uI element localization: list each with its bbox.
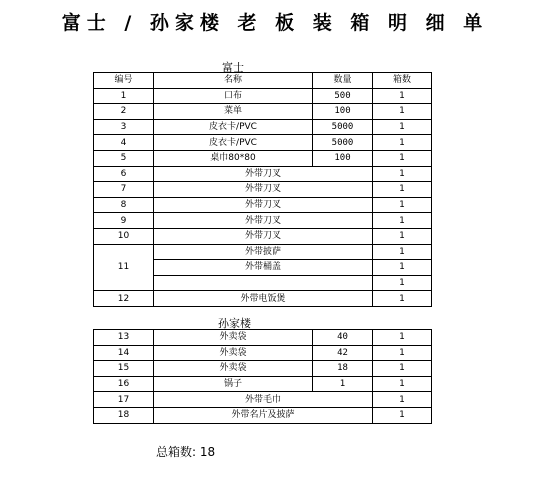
cell-name: 外卖袋 — [154, 345, 313, 361]
table-row — [94, 244, 432, 260]
cell-boxes: 1 — [373, 166, 432, 182]
cell-boxes: 1 — [373, 197, 432, 213]
cell-boxes: 1 — [373, 88, 432, 104]
cell-number: 6 — [94, 166, 154, 182]
table-row — [94, 213, 432, 229]
cell-name: 外带名片及披萨 — [154, 407, 373, 423]
cell-number: 1 — [94, 88, 154, 104]
cell-number: 8 — [94, 197, 154, 213]
cell-number: 18 — [94, 407, 154, 423]
cell-number: 16 — [94, 376, 154, 392]
cell-name: 外带刀叉 — [154, 182, 373, 198]
header-name: 名称 — [154, 73, 313, 89]
cell-quantity: 100 — [313, 104, 373, 120]
cell-name: 外带刀叉 — [154, 213, 373, 229]
cell-name: 口布 — [154, 88, 313, 104]
table-row — [94, 376, 432, 392]
section-label-fuji: 富士 — [222, 61, 244, 74]
cell-number: 3 — [94, 119, 154, 135]
cell-boxes: 1 — [373, 244, 432, 260]
cell-boxes: 1 — [373, 119, 432, 135]
table-row — [94, 345, 432, 361]
cell-name: 外带桶盖 — [154, 260, 373, 276]
table-row — [94, 150, 432, 166]
cell-boxes: 1 — [373, 291, 432, 307]
cell-boxes: 1 — [373, 104, 432, 120]
cell-name: 外带刀叉 — [154, 197, 373, 213]
cell-name: 锅子 — [154, 376, 313, 392]
cell-boxes: 1 — [373, 275, 432, 291]
cell-number: 7 — [94, 182, 154, 198]
sunjialou-packing-table — [93, 329, 432, 424]
table-row — [94, 197, 432, 213]
cell-name: 菜单 — [154, 104, 313, 120]
cell-boxes: 1 — [373, 361, 432, 377]
cell-quantity: 1 — [313, 376, 373, 392]
cell-number: 11 — [94, 244, 154, 291]
cell-boxes: 1 — [373, 135, 432, 151]
cell-boxes: 1 — [373, 150, 432, 166]
cell-quantity: 42 — [313, 345, 373, 361]
table-row — [94, 104, 432, 120]
table-row — [94, 228, 432, 244]
total-boxes: 总箱数: 18 — [156, 445, 216, 459]
table-row — [94, 407, 432, 423]
cell-quantity: 100 — [313, 150, 373, 166]
table-row — [94, 291, 432, 307]
cell-name — [154, 275, 373, 291]
cell-number: 14 — [94, 345, 154, 361]
table-row — [94, 135, 432, 151]
cell-boxes: 1 — [373, 213, 432, 229]
table-row — [94, 166, 432, 182]
table-row — [94, 182, 432, 198]
cell-boxes: 1 — [373, 182, 432, 198]
fuji-packing-table — [93, 72, 432, 307]
cell-name: 外带毛巾 — [154, 392, 373, 408]
cell-name: 皮衣卡/PVC — [154, 135, 313, 151]
cell-number: 15 — [94, 361, 154, 377]
cell-name: 皮衣卡/PVC — [154, 119, 313, 135]
cell-number: 2 — [94, 104, 154, 120]
cell-quantity: 5000 — [313, 135, 373, 151]
header-number: 编号 — [94, 73, 154, 89]
cell-quantity: 18 — [313, 361, 373, 377]
cell-boxes: 1 — [373, 228, 432, 244]
cell-boxes: 1 — [373, 392, 432, 408]
header-quantity: 数量 — [313, 73, 373, 89]
cell-boxes: 1 — [373, 330, 432, 346]
table-row — [94, 88, 432, 104]
cell-name: 外带披萨 — [154, 244, 373, 260]
cell-quantity: 5000 — [313, 119, 373, 135]
cell-quantity: 40 — [313, 330, 373, 346]
cell-boxes: 1 — [373, 345, 432, 361]
cell-name: 桌巾80*80 — [154, 150, 313, 166]
cell-name: 外带刀叉 — [154, 166, 373, 182]
cell-number: 12 — [94, 291, 154, 307]
cell-number: 9 — [94, 213, 154, 229]
table-row — [94, 392, 432, 408]
table-row — [94, 119, 432, 135]
cell-boxes: 1 — [373, 376, 432, 392]
page-title: 富士 / 孙家楼 老 板 装 箱 明 细 单 — [61, 12, 489, 34]
cell-number: 13 — [94, 330, 154, 346]
cell-number: 10 — [94, 228, 154, 244]
cell-number: 5 — [94, 150, 154, 166]
table-row — [94, 361, 432, 377]
table-row — [94, 330, 432, 346]
header-boxes: 箱数 — [373, 73, 432, 89]
cell-number: 4 — [94, 135, 154, 151]
cell-name: 外卖袋 — [154, 330, 313, 346]
cell-name: 外带电饭煲 — [154, 291, 373, 307]
cell-boxes: 1 — [373, 260, 432, 276]
cell-boxes: 1 — [373, 407, 432, 423]
cell-quantity: 500 — [313, 88, 373, 104]
table-header-row — [94, 73, 432, 89]
cell-name: 外卖袋 — [154, 361, 313, 377]
cell-number: 17 — [94, 392, 154, 408]
section-label-sunjialou: 孙家楼 — [218, 317, 251, 330]
cell-name: 外带刀叉 — [154, 228, 373, 244]
